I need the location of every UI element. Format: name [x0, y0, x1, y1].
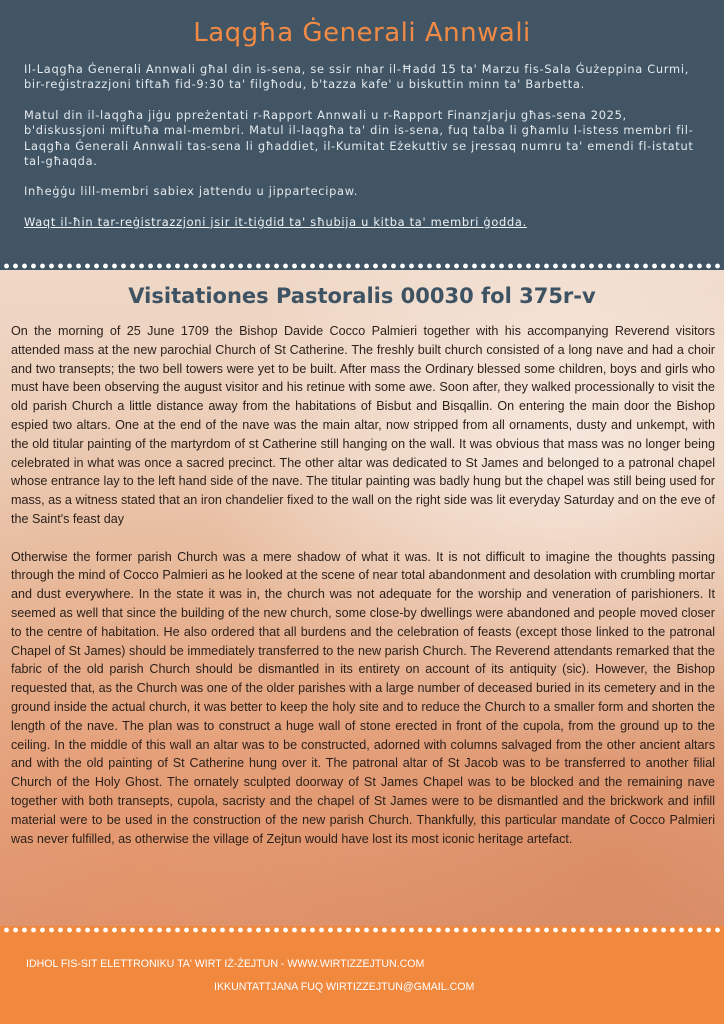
announcement-paragraph: Matul din il-laqgħa jiġu ppreżentati r-Rapport Annwali u r-Rapport Finanzjarju għas-sena 2025, b'diskussjoni miftuħa mal-membri. Matul il-laqgħa ta' din is-sena, fuq talba li għamlu l-istess membri fil-Laqgħa Ġenerali Annwali tas-sena li għaddiet, il-Kumitat Eżekuttiv se jressaq numru ta' emendi fl-istatut tal-għaqda.: [24, 107, 694, 169]
article-section: [0, 270, 724, 930]
membership-renewal-link[interactable]: Waqt il-ħin tar-reġistrazzjoni jsir it-tiġdid ta' sħubija u kitba ta' membri ġodda.: [24, 214, 527, 229]
footer: [0, 934, 724, 1024]
announcement-title: Laqgħa Ġenerali Annwali: [193, 18, 531, 48]
article-body: [11, 322, 715, 867]
announcement-panel: [0, 0, 724, 262]
article-paragraph: On the morning of 25 June 1709 the Bishop Davide Cocco Palmieri together with his accompanying Reverend visitors attended mass at the new parochial Church of St Catherine. The freshly built church consisted of a long nave and had a choir and two transepts; the two bell towers were yet to be built. After mass the Ordinary blessed some children, boys and girls who must have been observing the august visitor and his retinue with some awe. Soon after, they walked processionally to visit the old parish Church a little distance away from the habitations of Bisbut and Bisqallin. On entering the main door the Bishop espied two altars. One at the end of the nave was the main altar, now stripped from all ornaments, dusty and unkempt, with the old titular painting of the martyrdom of st Catherine still hanging on the wall. It was obvious that mass was no longer being celebrated in what was once a sacred precinct. The other altar was dedicated to St James and belonged to a patronal chapel whose entrance lay to the left hand side of the nave. The titular painting was badly hung but the chapel was still being used for mass, as a witness stated that an iron chandelier fixed to the wall on the right side was lit everyday Saturday and on the eve of the Saint's feast day: [11, 324, 715, 526]
article-paragraph: Otherwise the former parish Church was a mere shadow of what it was. It is not difficult to imagine the thoughts passing through the mind of Cocco Palmieri as he looked at the scene of near total abandonment and desolation with crumbling mortar and dust everywhere. In the state it was in, the church was not adequate for the worship and veneration of parishioners. It seemed as well that since the building of the new church, some close-by dwellings were abandoned and people moved closer to the centre of habitation. He also ordered that all burdens and the celebration of feasts (except those linked to the patronal Chapel of St James) should be immediately transferred to the new parish Church. The Reverend attendants remarked that the fabric of the old parish Church should be dismantled in its entirety on account of its antiquity (sic). However, the Bishop requested that, as the Church was one of the older parishes with a large number of deceased buried in its cemetery and in the ground inside the actual church, it was better to keep the holy site and to reduce the Church to a smaller form and shorten the length of the nave. The plan was to construct a huge wall of stone erected in front of the cupola, from the ground up to the ceiling. In the middle of this wall an altar was to be constructed, adorned with columns salvaged from the other ancient altars and with the old painting of St Catherine hung over it. The patronal altar of St Jacob was to be transferred to another filial Church of the Holy Ghost. The ornately sculpted doorway of St James Chapel was to be blocked and the remaining nave together with both transepts, cupola, sacristy and the chapel of St James were to be dismantled and the brickwork and infill material were to be used in the construction of the new parish Church. Thankfully, this particular mandate of Cocco Palmieri was never fulfilled, as otherwise the village of Zejtun would have lost its most iconic heritage artefact.: [11, 549, 715, 846]
dotted-divider-bottom: [0, 926, 724, 934]
announcement-body: [24, 62, 712, 245]
dotted-divider-top: [0, 262, 724, 270]
footer-email-link[interactable]: IKKUNTATTJANA FUQ WIRTIZZEJTUN@GMAIL.COM: [214, 981, 475, 993]
article-title: Visitationes Pastoralis 00030 fol 375r-v: [128, 284, 596, 308]
footer-website-link[interactable]: IDHOL FIS-SIT ELETTRONIKU TA' WIRT IŻ-ŻEJTUN - WWW.WIRTIZZEJTUN.COM: [26, 958, 425, 970]
announcement-paragraph: Il-Laqgħa Ġenerali Annwali għal din is-sena, se ssir nhar il-Ħadd 15 ta' Marzu fis-Sala Ġużeppina Curmi, bir-reġistrazzjoni tiftaħ fid-9:30 ta' filgħodu, b'tazza kafe' u biskuttin minn ta' Barbetta.: [24, 62, 690, 92]
announcement-paragraph: Inħeġġu lill-membri sabiex jattendu u jippartecipaw.: [24, 184, 359, 199]
